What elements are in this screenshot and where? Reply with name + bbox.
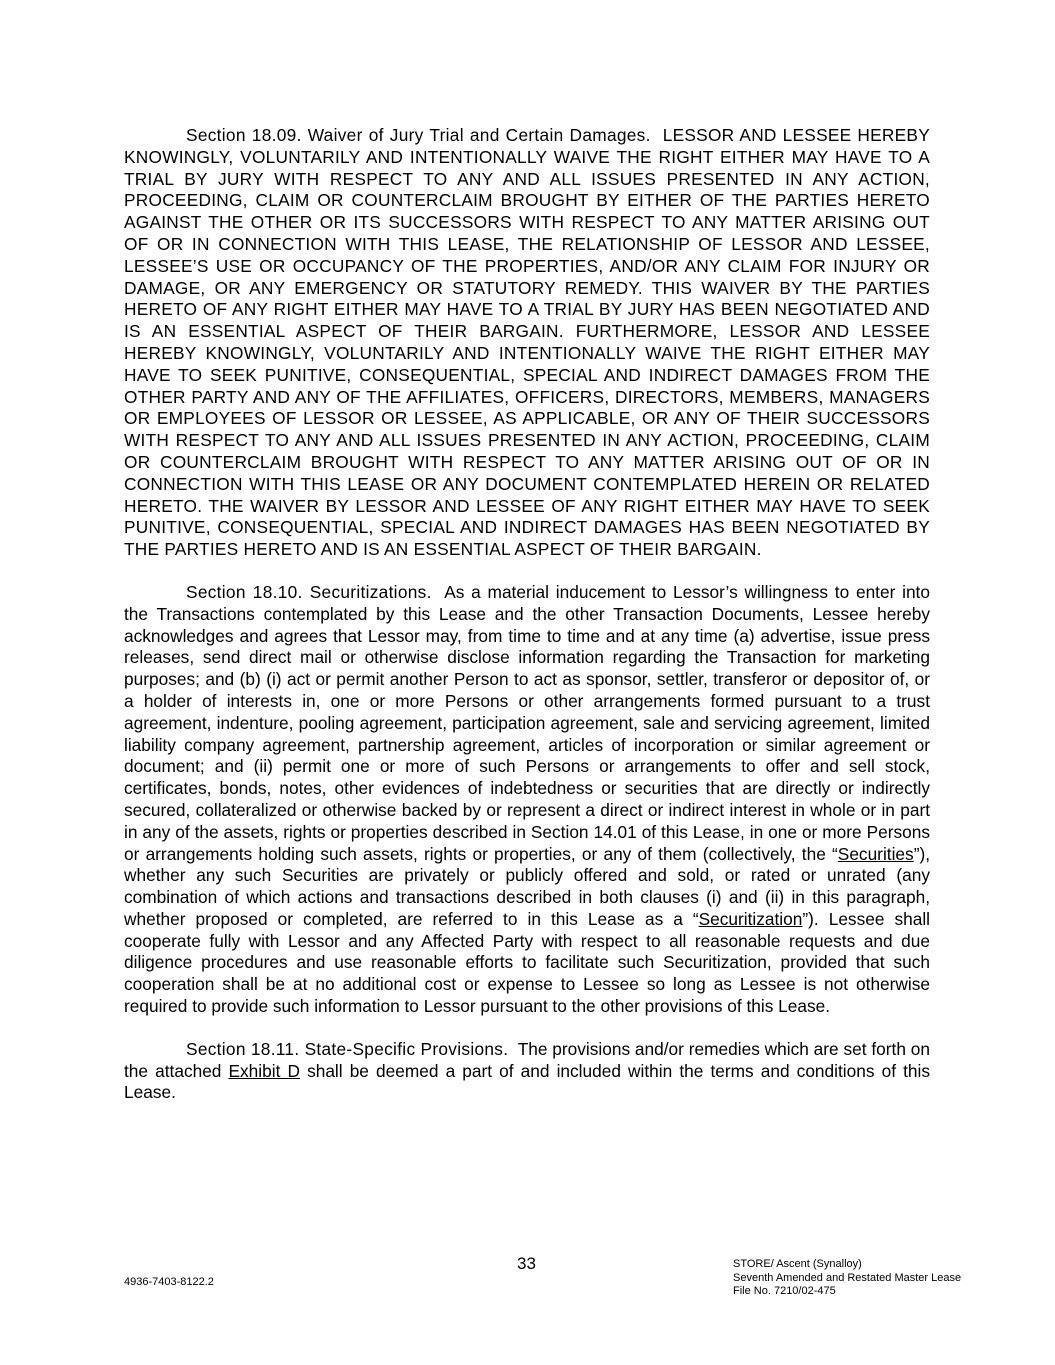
page-body [124,125,930,1125]
document-id: 4936-7403-8122.2 [124,1276,214,1288]
page-number: 33 [517,1254,536,1273]
exhibit-d-reference: Exhibit D [228,1060,300,1081]
section-18-09-text: LESSOR AND LESSEE HEREBY KNOWINGLY, VOLUNTARILY AND INTENTIONALLY WAIVE THE RIGHT EITHER MAY HAVE TO A TRIAL BY JURY WITH RESPECT TO ANY AND ALL ISSUES PRESENTED IN ANY ACTION, PROCEEDING, CLAIM OR COUNTERCLAIM BROUGHT BY EITHER OF THE PARTIES HERETO AGAINST THE OTHER OR ITS SUCCESSORS WITH RESPECT TO ANY MATTER ARISING OUT OF OR IN CONNECTION WITH THIS LEASE, THE RELATIONSHIP OF LESSOR AND LESSEE, LESSEE’S USE OR OCCUPANCY OF THE PROPERTIES, AND/OR ANY CLAIM FOR INJURY OR DAMAGE, OR ANY EMERGENCY OR STATUTORY REMEDY. THIS WAIVER BY THE PARTIES HERETO OF ANY RIGHT EITHER MAY HAVE TO A TRIAL BY JURY HAS BEEN NEGOTIATED AND IS AN ESSENTIAL ASPECT OF THEIR BARGAIN. FURTHERMORE, LESSOR AND LESSEE HEREBY KNOWINGLY, VOLUNTARILY AND INTENTIONALLY WAIVE THE RIGHT EITHER MAY HAVE TO SEEK PUNITIVE, CONSEQUENTIAL, SPECIAL AND INDIRECT DAMAGES FROM THE OTHER PARTY AND ANY OF THE AFFILIATES, OFFICERS, DIRECTORS, MEMBERS, MANAGERS OR EMPLOYEES OF LESSOR OR LESSEE, AS APPLICABLE, OR ANY OF THEIR SUCCESSORS WITH RESPECT TO ANY AND ALL ISSUES PRESENTED IN ANY ACTION, PROCEEDING, CLAIM OR COUNTERCLAIM BROUGHT WITH RESPECT TO ANY MATTER ARISING OUT OF OR IN CONNECTION WITH THIS LEASE OR ANY DOCUMENT CONTEMPLATED HEREIN OR RELATED HERETO. THE WAIVER BY LESSOR AND LESSEE OF ANY RIGHT EITHER MAY HAVE TO SEEK PUNITIVE, CONSEQUENTIAL, SPECIAL AND INDIRECT DAMAGES HAS BEEN NEGOTIATED BY THE PARTIES HERETO AND IS AN ESSENTIAL ASPECT OF THEIR BARGAIN. [124,125,930,560]
section-18-11-text-2: shall be deemed a part of and included within the terms and conditions of this Lease. [124,1060,930,1103]
section-18-10-heading: Section 18.10. Securitizations. [186,581,432,602]
section-18-10-text-3: ”). Lessee shall cooperate fully with Lessor and any Affected Party with respect to all reasonable requests and due diligence procedures and use reasonable efforts to facilitate such Securitization, provided that such cooperation shall be at no additional cost or expense to Lessee so long as Lessee is not otherwise required to provide such information to Lessor pursuant to the other provisions of this Lease. [124,908,930,1017]
section-18-10 [124,582,930,1018]
securities-term: Securities [837,843,914,864]
section-18-11-text-1: The provisions and/or remedies which are set forth on the attached [124,1038,930,1081]
section-18-10-text-2: ”), whether any such Securities are privately or publicly offered and sold, or rated or unrated (any combination of which actions and transactions described in both clauses (i) and (ii) in this paragraph, whether proposed or completed, are referred to in this Lease as a “ [124,843,930,929]
section-18-11 [124,1039,930,1104]
footer-line-3: File No. 7210/02-475 [733,1285,836,1297]
securitization-term: Securitization [698,908,803,929]
footer-lease-info [733,1258,961,1299]
footer-line-2: Seventh Amended and Restated Master Lease [733,1271,962,1284]
section-18-10-text-1: As a material inducement to Lessor’s willingness to enter into the Transactions contemplated by this Lease and the other Transaction Documents, Lessee hereby acknowledges and agrees that Lessor may, from time to time and at any time (a) advertise, issue press releases, send direct mail or otherwise disclose information regarding the Transaction for marketing purposes; and (b) (i) act or permit another Person to act as sponsor, settler, transferor or depositor of, or a holder of interests in, one or more Persons or other arrangements formed pursuant to a trust agreement, indenture, pooling agreement, participation agreement, sale and servicing agreement, limited liability company agreement, partnership agreement, articles of incorporation or similar agreement or document; and (ii) permit one or more of such Persons or arrangements to offer and sell stock, certificates, bonds, notes, other evidences of indebtedness or securities that are directly or indirectly secured, collateralized or otherwise backed by or represent a direct or indirect interest in whole or in part in any of the assets, rights or properties described in Section 14.01 of this Lease, in one or more Persons or arrangements holding such assets, rights or properties, or any of them (collectively, the “ [124,581,930,864]
section-18-09 [124,125,930,561]
section-18-11-heading: Section 18.11. State-Specific Provisions. [186,1038,509,1059]
footer-line-1: STORE/ Ascent (Synalloy) [733,1258,862,1270]
section-18-09-heading: Section 18.09. Waiver of Jury Trial and Certain Damages. [186,125,651,145]
